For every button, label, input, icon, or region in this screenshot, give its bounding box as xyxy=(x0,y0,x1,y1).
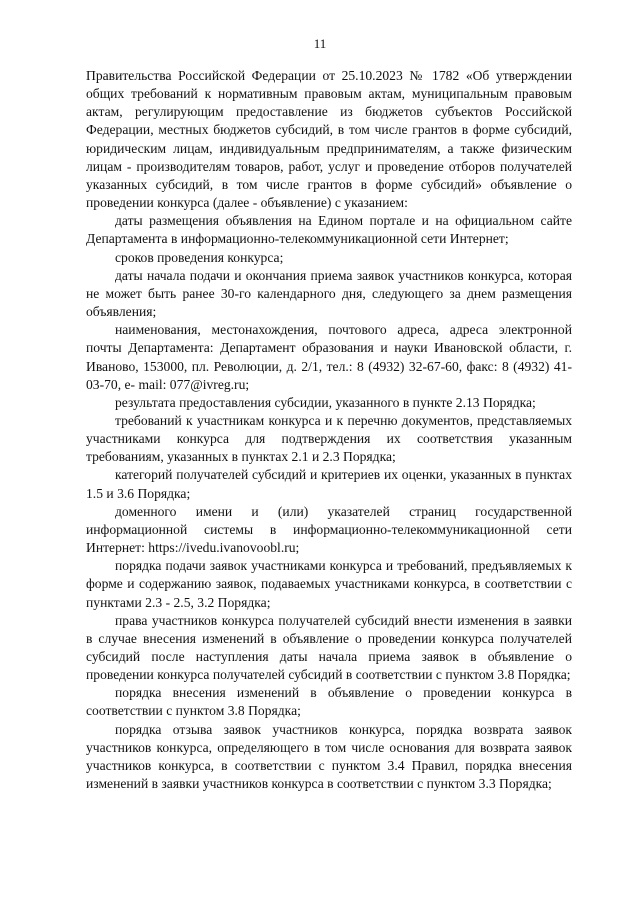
paragraph-continuation: Правительства Российской Федерации от 25.10.2023 № 1782 «Об утверждении общих требований к нормативным правовым актам, муниципальным правовым актам, регулирующим предоставление из бюджетов субъектов Российской Федерации, местных бюджетов субсидий, в том числе грантов в форме субсидий, юридическим лицам, индивидуальным предпринимателям, а также физическим лицам - производителям товаров, работ, услуг и проведение отборов получателей указанных субсидий, в том числе грантов в форме субсидий» объявление о проведении конкурса (далее - объявление) с указанием: xyxy=(86,68,572,211)
list-item: даты начала подачи и окончания приема заявок участников конкурса, которая не может быть ранее 30-го календарного дня, следующего за днем размещения объявления; xyxy=(86,267,572,320)
list-item: наименования, местонахождения, почтового адреса, адреса электронной почты Департамента: Департамент образования и науки Ивановской области, г. Иваново, 153000, пл. Революции, д. 2/1, тел.: 8 (4932) 32-67-60, факс: 8 (4932) 41-03-70, е- mail: 077@ivreg.ru; xyxy=(86,322,572,392)
list-item: результата предоставления субсидии, указанного в пункте 2.13 Порядка; xyxy=(115,394,536,410)
list-item: порядка отзыва заявок участников конкурса, порядка возврата заявок участников конкурса, определяющего в том числе основания для возврата заявок участников конкурса, в соответствии с пунктом 3.4 Правил, порядка внесения изменений в заявки участников конкурса в соответствии с пунктом 3.3 Порядка; xyxy=(86,721,572,792)
list-item: категорий получателей субсидий и критериев их оценки, указанных в пунктах 1.5 и 3.6 Порядка; xyxy=(86,467,572,501)
list-item: порядка подачи заявок участниками конкурса и требований, предъявляемых к форме и содержанию заявок, подаваемых участниками конкурса, в соответствии с пунктами 2.3 - 2.5, 3.2 Порядка; xyxy=(86,558,572,610)
list-item: даты размещения объявления на Едином портале и на официальном сайте Департамента в информационно-телекоммуникационной сети Интернет; xyxy=(86,213,572,247)
list-item: порядка внесения изменений в объявление о проведении конкурса в соответствии с пунктом 3.8 Порядка; xyxy=(86,685,572,719)
page-number: 11 xyxy=(313,36,327,51)
list-item: права участников конкурса получателей субсидий внести изменения в заявки в случае внесения изменений в объявление о проведении конкурса получателей субсидий после наступления даты начала приема заявок в объявление о проведении конкурса получателей субсидий в соответствии с пунктом 3.8 Порядка; xyxy=(86,612,572,683)
document-body xyxy=(86,67,572,793)
list-item: сроков проведения конкурса; xyxy=(115,249,284,265)
list-item: доменного имени и (или) указателей страниц государственной информационной системы в информационно-телекоммуникационной сети Интернет: https://ivedu.ivanovoobl.ru; xyxy=(86,503,572,556)
list-item: требований к участникам конкурса и к перечню документов, представляемых участниками конкурса для подтверждения их соответствия указанным требованиям, указанных в пунктах 2.1 и 2.3 Порядка; xyxy=(86,412,572,465)
